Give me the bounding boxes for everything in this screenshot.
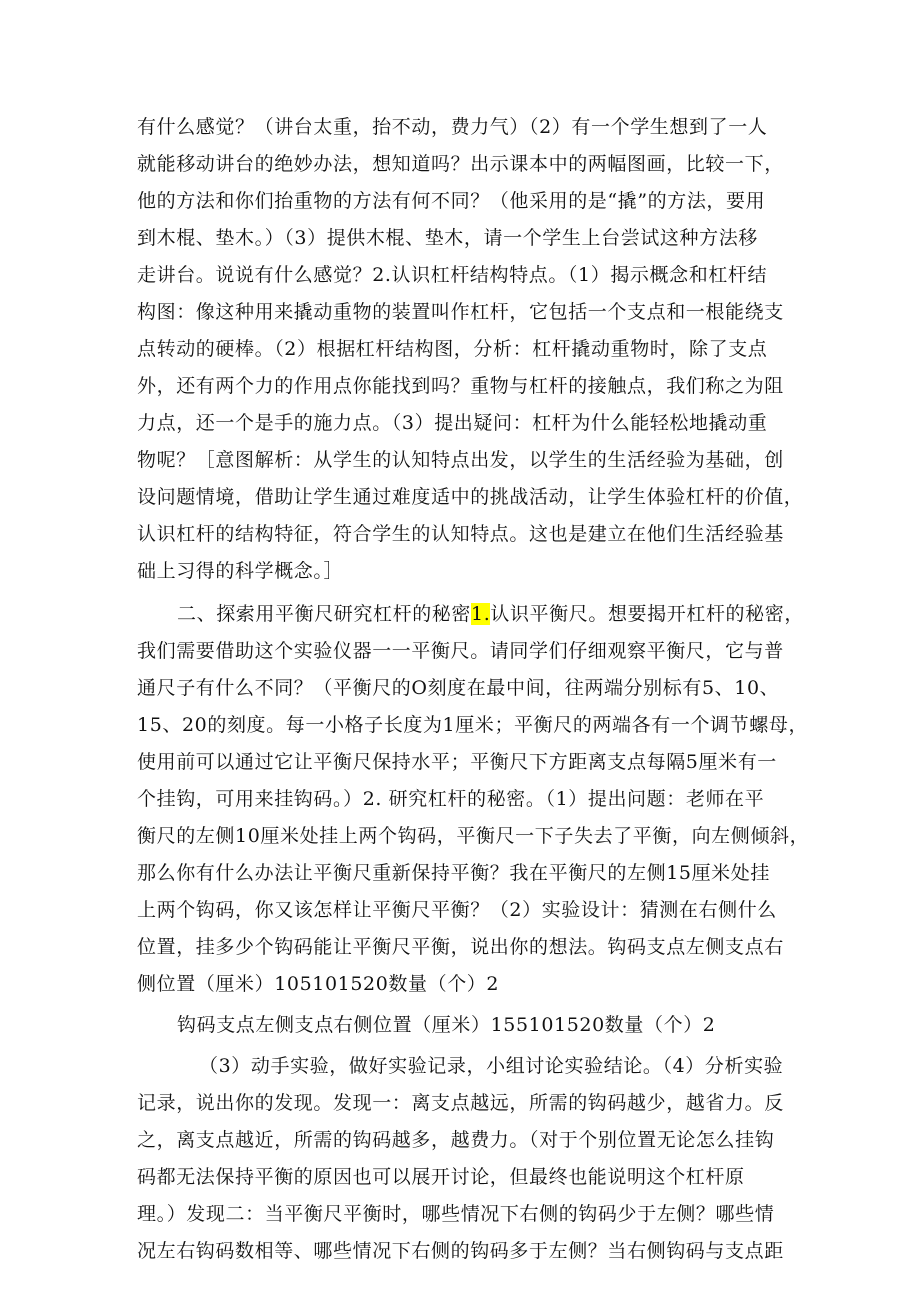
- text-line: 个挂钩，可用来挂钩码。）2. 研究杠杆的秘密。（1）提出问题：老师在平: [137, 788, 765, 810]
- text-line: 理。）发现二：当平衡尺平衡时，哪些情况下右侧的钩码少于左侧？哪些情: [137, 1203, 775, 1225]
- text-line: 记录，说出你的发现。发现一：离支点越远，所需的钩码越少，越省力。反: [137, 1092, 784, 1114]
- text-line: 就能移动讲台的绝妙办法，想知道吗？出示课本中的两幅图画，比较一下，: [137, 153, 784, 175]
- text-line: 构图：像这种用来撬动重物的装置叫作杠杆，它包括一个支点和一根能绕支: [137, 301, 784, 323]
- text-line: 衡尺的左侧10厘米处挂上两个钩码，平衡尺一下子失去了平衡，向左侧倾斜，: [137, 825, 810, 847]
- text-line: 位置，挂多少个钩码能让平衡尺平衡，说出你的想法。钩码支点左侧支点右: [137, 936, 784, 958]
- text-segment: 认识平衡尺。想要揭开杠杆的秘密，: [490, 603, 804, 625]
- text-line: 他的方法和你们抬重物的方法有何不同？（他采用的是“撬”的方法，要用: [137, 190, 766, 212]
- text-line: 力点，还一个是手的施力点。（3）提出疑问：杠杆为什么能轻松地撬动重: [137, 412, 768, 434]
- text-line: 使用前可以通过它让平衡尺保持水平；平衡尺下方距离支点每隔5厘米有一: [137, 751, 777, 773]
- table-text-line: 钩码支点左侧支点右侧位置（厘米）155101520数量（个）2: [177, 1014, 716, 1036]
- text-line: 我们需要借助这个实验仪器一一平衡尺。请同学们仔细观察平衡尺，它与普: [137, 640, 784, 662]
- text-line: 到木棍、垫木。）（3）提供木棍、垫木，请一个学生上台尝试这种方法移: [137, 227, 758, 249]
- section-heading-line: [177, 601, 804, 627]
- text-line: 础上习得的科学概念。］: [137, 560, 344, 582]
- text-line: 有什么感觉？（讲台太重，抬不动，费力气）（2）有一个学生想到了一人: [137, 116, 768, 138]
- text-line: 况左右钩码数相等、哪些情况下右侧的钩码多于左侧？当右侧钩码与支点距: [137, 1240, 784, 1262]
- text-line: 那么你有什么办法让平衡尺重新保持平衡？我在平衡尺的左侧15厘米处挂: [137, 862, 770, 884]
- text-line: 码都无法保持平衡的原因也可以展开讨论，但最终也能说明这个杠杆原: [137, 1166, 745, 1188]
- text-line: 侧位置（厘米）105101520数量（个）2: [137, 973, 500, 995]
- text-line: 走讲台。说说有什么感觉？2.认识杠杆结构特点。（1）揭示概念和杠杆结: [137, 264, 768, 286]
- highlighted-number: 1.: [471, 603, 491, 625]
- text-line: 15、20的刻度。每一小格子长度为1厘米；平衡尺的两端各有一个调节螺母，: [137, 714, 809, 736]
- text-line: 点转动的硬棒。（2）根据杠杆结构图，分析：杠杆撬动重物时，除了支点: [137, 338, 768, 360]
- text-line: 之，离支点越近，所需的钩码越多，越费力。（对于个别位置无论怎么挂钩: [137, 1129, 775, 1151]
- text-line: 通尺子有什么不同？（平衡尺的O刻度在最中间，往两端分别标有5、10、: [137, 677, 780, 699]
- text-line: 上两个钩码，你又该怎样让平衡尺平衡？（2）实验设计：猜测在右侧什么: [137, 899, 777, 921]
- text-line: 设问题情境，借助让学生通过难度适中的挑战活动，让学生体验杠杆的价值，: [137, 486, 804, 508]
- text-line: （3）动手实验，做好实验记录，小组讨论实验结论。（4）分析实验: [199, 1055, 784, 1077]
- text-line: 物呢？［意图解析：从学生的认知特点出发，以学生的生活经验为基础，创: [137, 449, 784, 471]
- text-line: 认识杠杆的结构特征，符合学生的认知特点。这也是建立在他们生活经验基: [137, 523, 784, 545]
- section-heading-text: 二、探索用平衡尺研究杠杆的秘密: [177, 603, 472, 625]
- text-line: 外，还有两个力的作用点你能找到吗？重物与杠杆的接触点，我们称之为阻: [137, 375, 784, 397]
